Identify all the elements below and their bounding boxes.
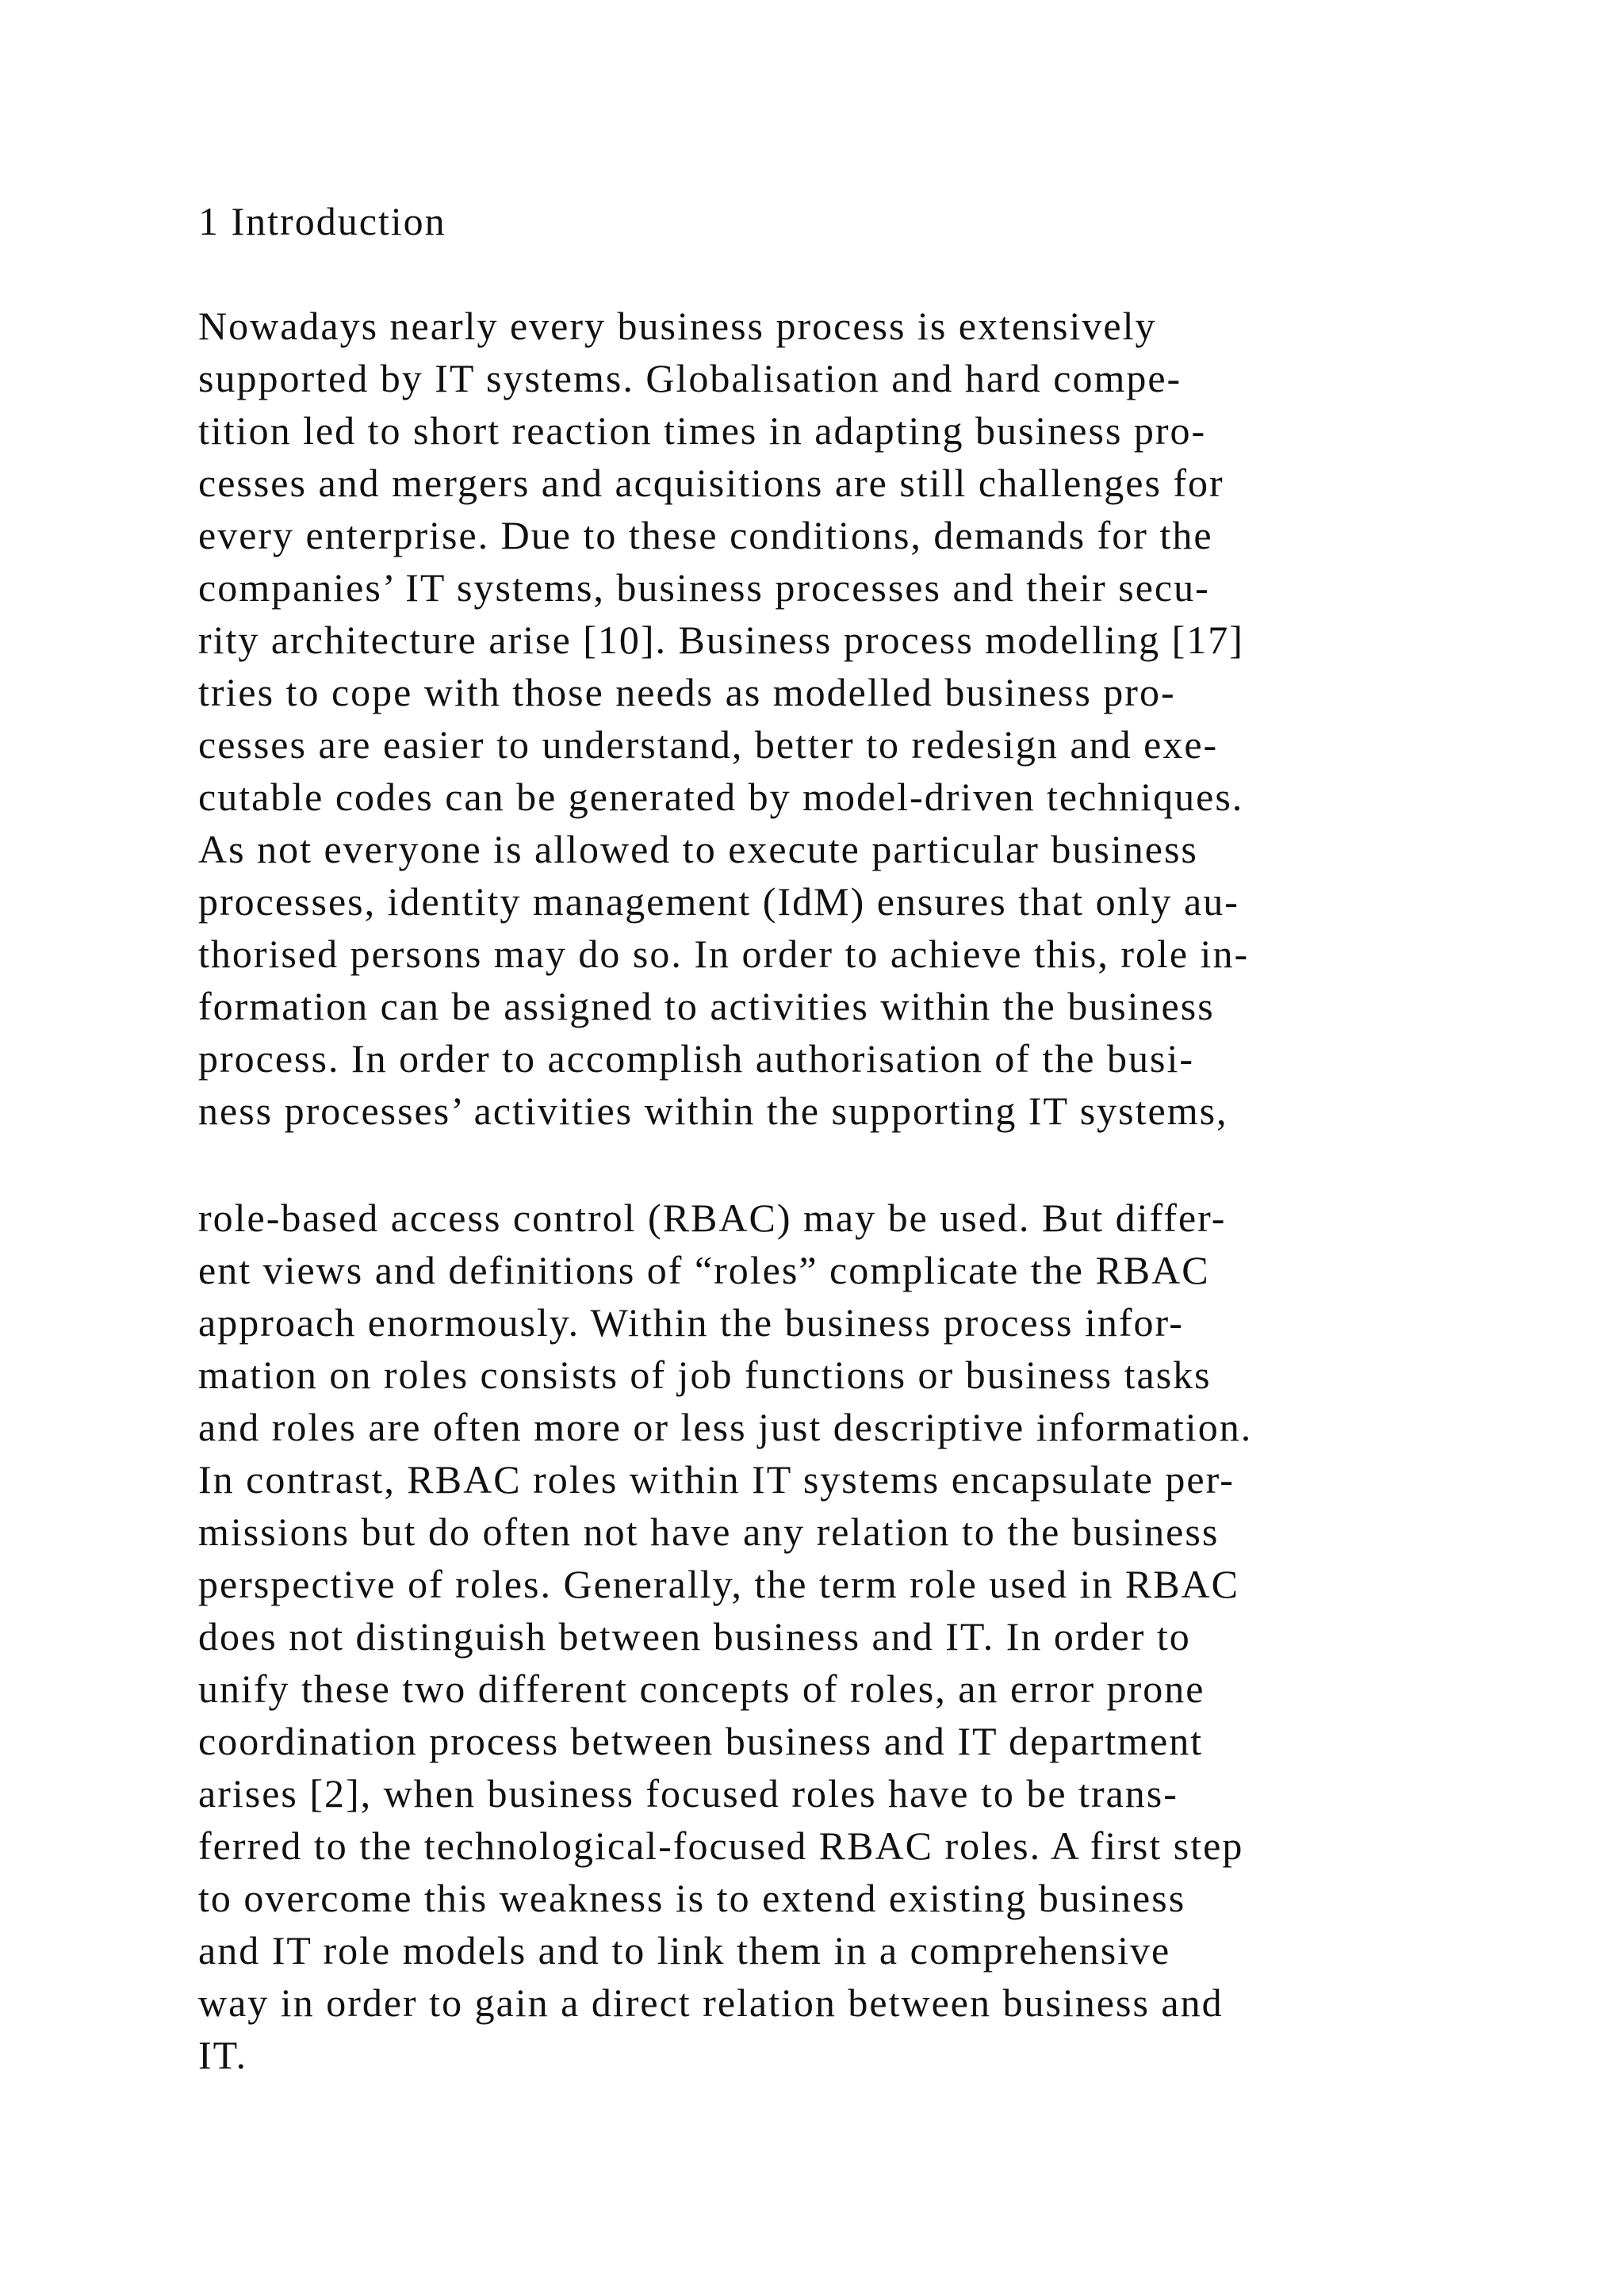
text-line: cesses and mergers and acquisitions are still challenges for xyxy=(198,461,1224,505)
text-line: way in order to gain a direct relation between business and xyxy=(198,1980,1224,2025)
text-line: unify these two different concepts of roles, an error prone xyxy=(198,1667,1205,1711)
text-line: role-based access control (RBAC) may be used. But differ- xyxy=(198,1196,1227,1240)
text-line: formation can be assigned to activities within the business xyxy=(198,984,1215,1028)
text-line: In contrast, RBAC roles within IT systems encapsulate per- xyxy=(198,1457,1235,1502)
text-line: and IT role models and to link them in a comprehensive xyxy=(198,1928,1171,1973)
text-line: tition led to short reaction times in adapting business pro- xyxy=(198,408,1207,453)
text-line: does not distinguish between business and IT. In order to xyxy=(198,1614,1191,1659)
text-line: process. In order to accomplish authorisation of the busi- xyxy=(198,1036,1194,1081)
text-line: processes, identity management (IdM) ensures that only au- xyxy=(198,879,1239,924)
text-line: cesses are easier to understand, better to redesign and exe- xyxy=(198,722,1219,767)
text-line: companies’ IT systems, business processes and their secu- xyxy=(198,565,1210,610)
paragraph xyxy=(198,300,1249,1137)
text-line: ent views and definitions of “roles” complicate the RBAC xyxy=(198,1248,1210,1292)
text-line: rity architecture arise [10]. Business process modelling [17] xyxy=(198,618,1244,662)
text-line: cutable codes can be generated by model-driven techniques. xyxy=(198,775,1244,819)
text-line: approach enormously. Within the business process infor- xyxy=(198,1300,1184,1345)
text-line: tries to cope with those needs as modelled business pro- xyxy=(198,670,1176,714)
text-line: Nowadays nearly every business process is extensively xyxy=(198,304,1157,348)
text-line: ness processes’ activities within the supporting IT systems, xyxy=(198,1089,1228,1133)
paragraph xyxy=(198,1192,1252,2081)
text-line: missions but do often not have any relation to the business xyxy=(198,1510,1220,1554)
text-line: mation on roles consists of job functions or business tasks xyxy=(198,1353,1212,1397)
text-line: thorised persons may do so. In order to achieve this, role in- xyxy=(198,932,1250,976)
text-line: to overcome this weakness is to extend existing business xyxy=(198,1876,1186,1920)
text-line: supported by IT systems. Globalisation and hard compe- xyxy=(198,356,1182,400)
text-line: coordination process between business and IT department xyxy=(198,1719,1204,1763)
text-line: and roles are often more or less just descriptive information. xyxy=(198,1405,1253,1449)
text-line: arises [2], when business focused roles have to be trans- xyxy=(198,1771,1178,1816)
section-heading: 1 Introduction xyxy=(198,199,446,243)
text-line: As not everyone is allowed to execute particular business xyxy=(198,827,1198,871)
text-line: perspective of roles. Generally, the term role used in RBAC xyxy=(198,1562,1240,1606)
text-line: every enterprise. Due to these conditions, demands for the xyxy=(198,513,1213,557)
text-line: IT. xyxy=(198,2033,247,2077)
text-line: ferred to the technological-focused RBAC roles. A first step xyxy=(198,1823,1244,1868)
